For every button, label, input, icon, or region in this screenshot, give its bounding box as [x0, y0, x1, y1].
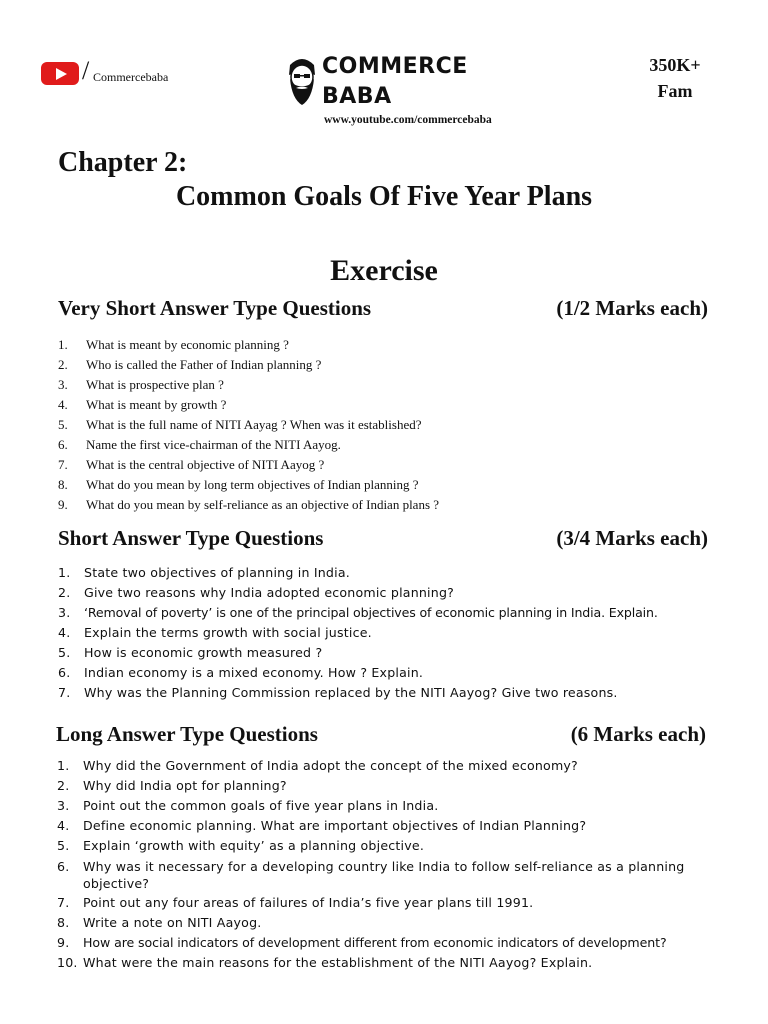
- question-item: 6. Name the first vice-chairman of the NITI Aayog.: [58, 437, 341, 452]
- question-item: 8. What do you mean by long term objectives of Indian planning ?: [58, 477, 419, 492]
- section-marks-long: (6 Marks each): [570, 722, 706, 746]
- fans-badge: [630, 52, 720, 104]
- question-item: 2. Give two reasons why India adopted economic planning?: [58, 585, 455, 600]
- question-item: 9. What do you mean by self-reliance as an objective of Indian plans ?: [58, 497, 440, 512]
- question-item: 5. How is economic growth measured ?: [58, 645, 323, 660]
- question-item: 3. Point out the common goals of five year plans in India.: [57, 798, 439, 813]
- brand-name-line2: BABA: [322, 84, 392, 109]
- question-item: 6. Why was it necessary for a developing country like India to follow self-reliance as a planning objective?: [57, 859, 685, 891]
- section-title-long: Long Answer Type Questions: [56, 722, 318, 746]
- section-title-short: Short Answer Type Questions: [58, 526, 324, 550]
- chapter-title: Common Goals Of Five Year Plans: [175, 181, 593, 212]
- channel-handle: Commercebaba: [93, 70, 169, 84]
- section-marks-very-short: (1/2 Marks each): [556, 296, 708, 320]
- question-item: 5. What is the full name of NITI Aayag ? When was it established?: [58, 417, 422, 432]
- question-item: 3. What is prospective plan ?: [58, 377, 224, 392]
- question-item: 3. ‘Removal of poverty’ is one of the principal objectives of economic planning in India. Explain.: [58, 605, 658, 620]
- question-item: 4. Define economic planning. What are important objectives of Indian Planning?: [57, 818, 587, 833]
- question-item: 8. Write a note on NITI Aayog.: [57, 915, 262, 930]
- question-item: 10. What were the main reasons for the establishment of the NITI Aayog? Explain.: [57, 955, 593, 970]
- fans-label: Fam: [657, 81, 693, 101]
- question-list-very-short: [58, 335, 718, 515]
- question-item: 1. What is meant by economic planning ?: [58, 337, 289, 352]
- question-item: 9. How are social indicators of development different from economic indicators of development?: [57, 935, 667, 950]
- question-item: 7. What is the central objective of NITI Aayog ?: [58, 457, 325, 472]
- question-item: 4. What is meant by growth ?: [58, 397, 227, 412]
- youtube-icon: [41, 62, 79, 85]
- fans-count: 350K+: [649, 55, 701, 75]
- question-item: 4. Explain the terms growth with social justice.: [58, 625, 372, 640]
- question-item: 6. Indian economy is a mixed economy. How ? Explain.: [58, 665, 424, 680]
- question-list-short: [58, 563, 728, 703]
- youtube-url: www.youtube.com/commercebaba: [324, 114, 492, 126]
- question-item: 2. Who is called the Father of Indian planning ?: [58, 357, 322, 372]
- question-item: 1. Why did the Government of India adopt the concept of the mixed economy?: [57, 758, 578, 773]
- chapter-number: Chapter 2:: [58, 147, 188, 178]
- question-item: 1. State two objectives of planning in India.: [58, 565, 350, 580]
- question-item: 5. Explain ‘growth with equity’ as a planning objective.: [57, 838, 425, 853]
- exercise-heading: Exercise: [330, 254, 438, 287]
- section-marks-short: (3/4 Marks each): [556, 526, 708, 550]
- section-title-very-short: Very Short Answer Type Questions: [58, 296, 372, 320]
- brand-name-line1: COMMERCE: [322, 54, 468, 79]
- question-item: 7. Point out any four areas of failures of India’s five year plans till 1991.: [57, 895, 534, 910]
- question-item: 7. Why was the Planning Commission replaced by the NITI Aayog? Give two reasons.: [58, 685, 618, 700]
- question-item: 2. Why did India opt for planning?: [57, 778, 287, 793]
- handle-slash: /: [82, 56, 90, 85]
- question-list-long: [57, 756, 717, 973]
- bearded-man-logo-icon: [284, 55, 320, 107]
